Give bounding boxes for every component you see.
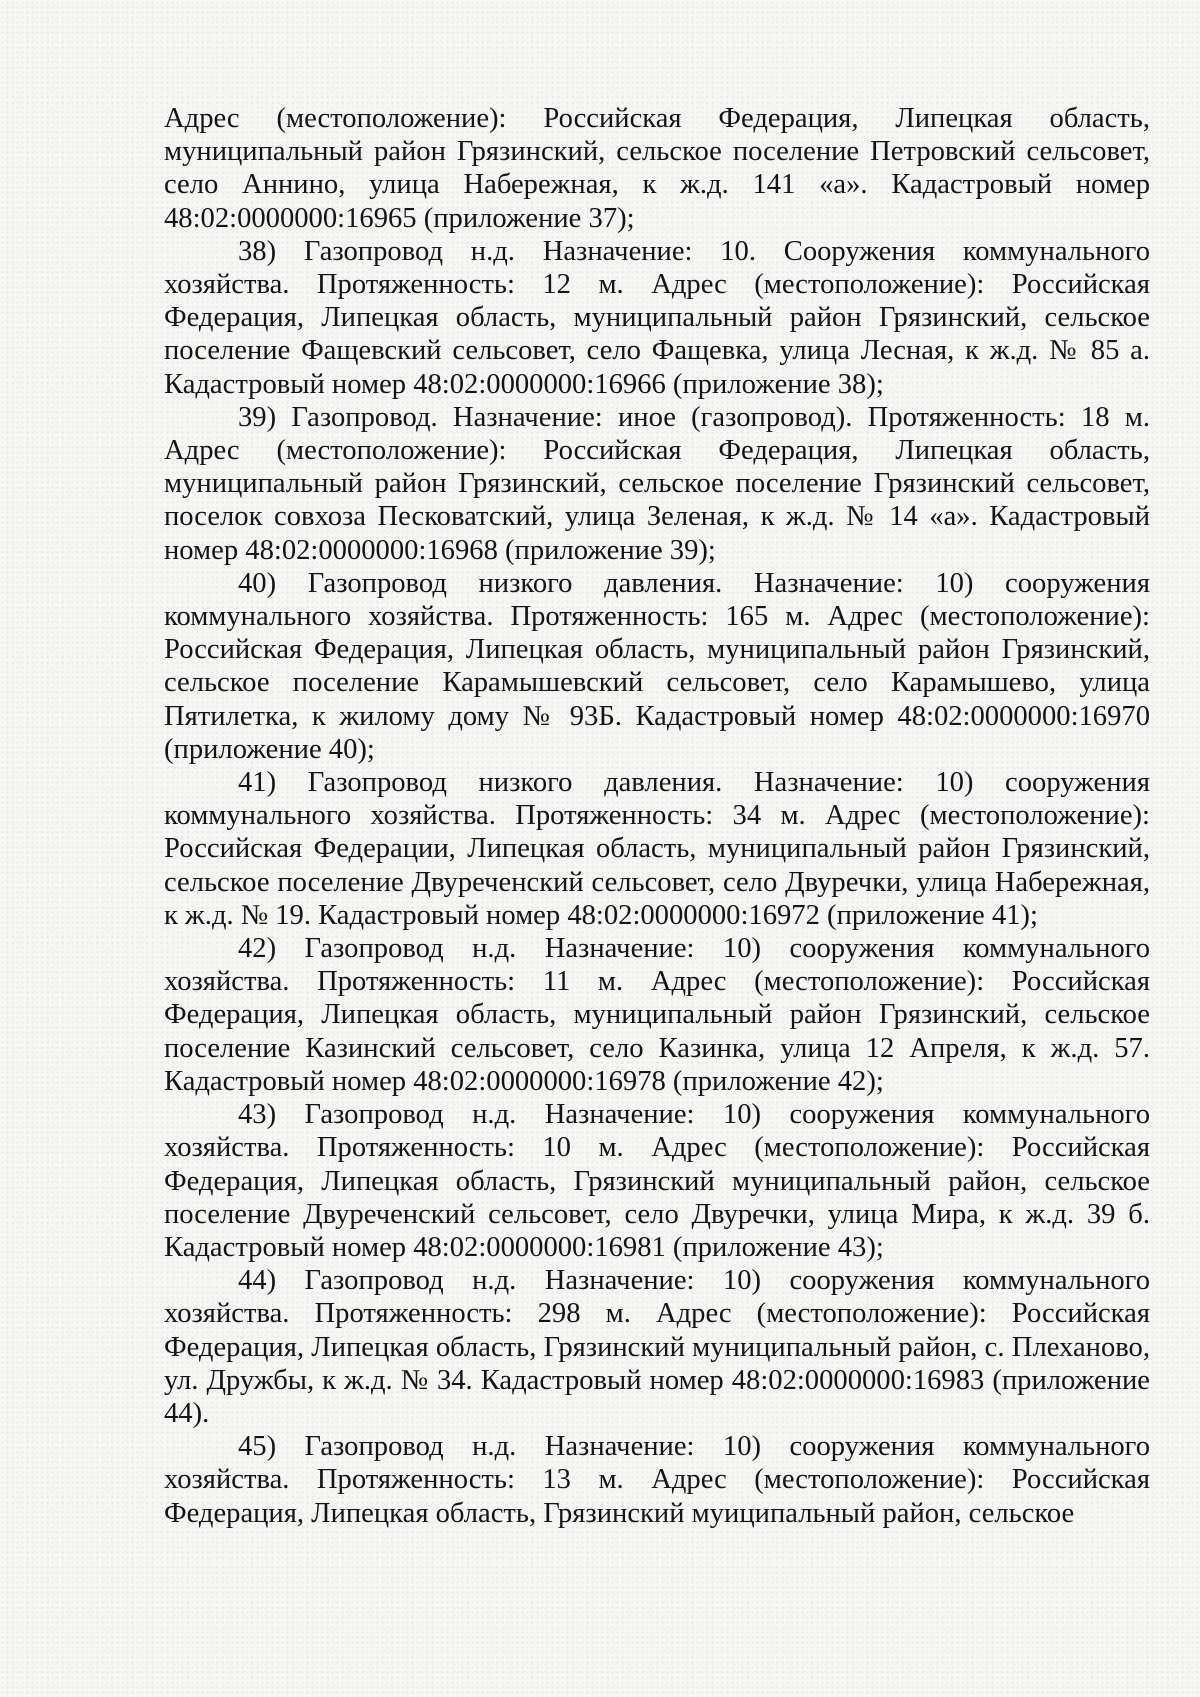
paragraph-item-38: 38) Газопровод н.д. Назначение: 10. Сооружения коммунального хозяйства. Протяженность: 12 м. Адрес (местоположение): Российская Федерация, Липецкая область, муниципальный район Грязинский, сельское поселение Фащевский сельсовет, село Фащевка, улица Лесная, к ж.д. № 85 а. Кадастровый номер 48:02:0000000:16966 (приложение 38); [164,235,1150,400]
document-body [164,102,1150,1530]
paragraph-item-40: 40) Газопровод низкого давления. Назначение: 10) сооружения коммунального хозяйства. Протяженность: 165 м. Адрес (местоположение): Российская Федерация, Липецкая область, муниципальный район Грязинский, сельское поселение Карамышевский сельсовет, село Карамышево, улица Пятилетка, к жилому дому № 93Б. Кадастровый номер 48:02:0000000:16970 (приложение 40); [164,567,1150,765]
paragraph-item-45: 45) Газопровод н.д. Назначение: 10) сооружения коммунального хозяйства. Протяженность: 13 м. Адрес (местоположение): Российская Федерация, Липецкая область, Грязинский муиципальный район, сельское [164,1431,1150,1529]
paragraph-item-44: 44) Газопровод н.д. Назначение: 10) сооружения коммунального хозяйства. Протяженность: 298 м. Адрес (местоположение): Российская Федерация, Липецкая область, Грязинский муниципальный район, с. Плеханово, ул. Дружбы, к ж.д. № 34. Кадастровый номер 48:02:0000000:16983 (приложение 44). [164,1265,1150,1429]
paragraph-item-42: 42) Газопровод н.д. Назначение: 10) сооружения коммунального хозяйства. Протяженность: 11 м. Адрес (местоположение): Российская Федерация, Липецкая область, муниципальный район Грязинский, сельское поселение Казинский сельсовет, село Казинка, улица 12 Апреля, к ж.д. 57. Кадастровый номер 48:02:0000000:16978 (приложение 42); [164,933,1150,1097]
paragraph-item-39: 39) Газопровод. Назначение: иное (газопровод). Протяженность: 18 м. Адрес (местоположение): Российская Федерация, Липецкая область, муниципальный район Грязинский, сельское поселение Грязинский сельсовет, поселок совхоза Песковатский, улица Зеленая, к ж.д. № 14 «а». Кадастровый номер 48:02:0000000:16968 (приложение 39); [164,401,1150,566]
paragraph-item-43: 43) Газопровод н.д. Назначение: 10) сооружения коммунального хозяйства. Протяженность: 10 м. Адрес (местоположение): Российская Федерация, Липецкая область, Грязинский муниципальный район, сельское поселение Двуреченский сельсовет, село Двуречки, улица Мира, к ж.д. 39 б. Кадастровый номер 48:02:0000000:16981 (приложение 43); [164,1099,1150,1263]
paragraph-item-41: 41) Газопровод низкого давления. Назначение: 10) сооружения коммунального хозяйства. Протяженность: 34 м. Адрес (местоположение): Российская Федерации, Липецкая область, муниципальный район Грязинский, сельское поселение Двуреченский сельсовет, село Двуречки, улица Набережная, к ж.д. № 19. Кадастровый номер 48:02:0000000:16972 (приложение 41); [164,767,1150,931]
paragraph-item-37-continuation: Адрес (местоположение): Российская Федерация, Липецкая область, муниципальный район Грязинский, сельское поселение Петровский сельсовет, село Аннино, улица Набережная, к ж.д. 141 «а». Кадастровый номер 48:02:0000000:16965 (приложение 37); [164,103,1150,234]
